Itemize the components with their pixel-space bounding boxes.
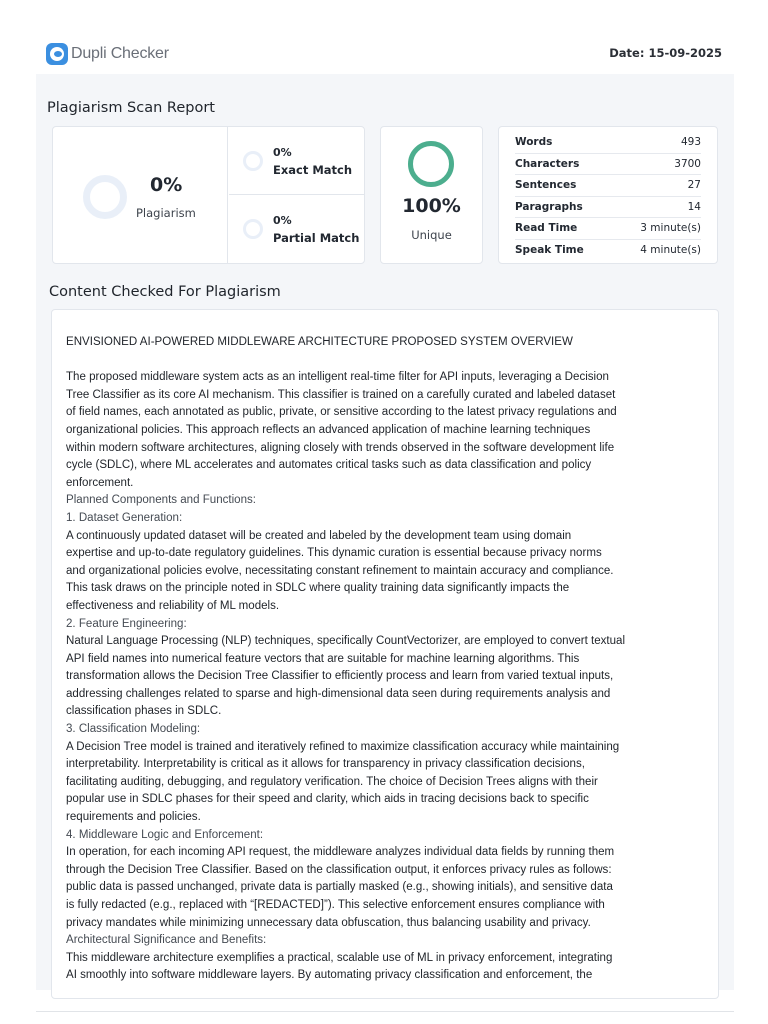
content-line: AI smoothly into software middleware layers. By automating privacy classification and enforcement, the (66, 969, 593, 982)
content-line: addressing challenges related to sparse and high-dimensional data seen during requirements analysis and (66, 687, 611, 700)
content-section-title: Content Checked For Plagiarism (49, 284, 281, 300)
content-line: This task draws on the principle noted in SDLC where quality training data significantly impacts the (66, 582, 570, 595)
content-line: within modern software architectures, aligning closely with trends observed in the software development life (66, 441, 615, 454)
stat-row (515, 132, 701, 154)
content-line: cycle (SDLC), where ML accelerates and automates critical tasks such as data classification and policy (66, 459, 592, 472)
stat-value: 14 (687, 200, 701, 213)
content-line: facilitating auditing, debugging, and regulatory verification. The choice of Decision Trees aligns with their (66, 775, 598, 788)
content-line: Tree Classifier as its core AI mechanism. This classifier is trained on a carefully curated and labeled dataset (66, 388, 616, 401)
stat-row (515, 218, 701, 240)
content-line: In operation, for each incoming API request, the middleware analyzes individual data fields by running them (66, 846, 615, 859)
partial-match-label: Partial Match (273, 231, 360, 245)
content-line: The proposed middleware system acts as an intelligent real-time filter for API inputs, leveraging a Decision (66, 371, 609, 384)
section-heading: Planned Components and Functions: (66, 494, 257, 507)
partial-match-percent: 0% (273, 214, 292, 227)
content-line: A Decision Tree model is trained and iteratively refined to maximize classification accuracy while maintaining (66, 740, 620, 753)
duplichecker-logo-icon (46, 43, 68, 65)
section-heading: 3. Classification Modeling: (66, 723, 201, 736)
content-line: and organizational policies evolve, necessitating constant refinement to maintain accuracy and compliance. (66, 564, 614, 577)
stat-label: Sentences (515, 179, 577, 191)
unique-donut-chart (408, 141, 454, 187)
content-line: public data is passed unchanged, private data is partially masked (e.g., showing initials), and sensitive data (66, 881, 613, 894)
stat-row (515, 240, 701, 262)
document-heading: ENVISIONED AI-POWERED MIDDLEWARE ARCHITECTURE PROPOSED SYSTEM OVERVIEW (66, 336, 573, 348)
section-heading: 4. Middleware Logic and Enforcement: (66, 828, 264, 841)
stat-label: Read Time (515, 222, 578, 234)
report-panel (36, 74, 734, 990)
content-line: transformation allows the Decision Tree Classifier to efficiently process and learn from varied textual inputs, (66, 670, 614, 683)
plagiarism-donut-chart (83, 175, 127, 219)
partial-match-row (229, 195, 365, 263)
content-line: organizational policies. This approach reflects an advanced application of machine learning techniques (66, 423, 591, 436)
plagiarism-score (53, 127, 228, 263)
unique-percent: 100% (402, 195, 461, 217)
content-line: is fully redacted (e.g., replaced with “[REDACTED]”). This selective enforcement ensures compliance with (66, 899, 605, 911)
stat-value: 493 (680, 136, 701, 148)
content-line: of field names, each annotated as public, private, or sensitive according to the latest privacy regulations and (66, 406, 617, 419)
exact-match-donut-icon (243, 151, 263, 171)
brand-name: Dupli Checker (71, 45, 169, 62)
content-line: interpretability. Interpretability is critical as it allows for transparency in privacy classification decisions, (66, 758, 585, 771)
stat-label: Characters (515, 157, 580, 170)
content-line: This middleware architecture exemplifies a practical, scalable use of ML in privacy enforcement, integrating (66, 951, 613, 964)
content-line: privacy mandates while minimizing unnecessary data obfuscation, thus balancing usability and privacy. (66, 916, 591, 929)
content-line: requirements and policies. (66, 811, 201, 824)
stat-label: Paragraphs (515, 200, 583, 213)
content-line: enforcement. (66, 476, 134, 489)
stat-row (515, 197, 701, 219)
stat-value: 4 minute(s) (640, 243, 701, 256)
stat-row (515, 175, 701, 197)
report-header (36, 30, 734, 74)
unique-summary-card (380, 126, 483, 264)
unique-label: Unique (411, 228, 452, 242)
content-line: popular use in SDLC phases for their speed and clarity, which aids in tracing decisions back to specific (66, 793, 589, 806)
stat-value: 3700 (674, 157, 701, 170)
plagiarism-percent: 0% (150, 174, 183, 196)
exact-match-percent: 0% (273, 146, 292, 159)
content-line: effectiveness and reliability of ML models. (66, 599, 280, 612)
section-heading: 1. Dataset Generation: (66, 511, 183, 524)
plagiarism-summary-card (52, 126, 365, 264)
report-title: Plagiarism Scan Report (47, 100, 215, 116)
section-heading: 2. Feature Engineering: (66, 617, 187, 630)
report-date: Date: 15-09-2025 (609, 46, 722, 60)
content-line: through the Decision Tree Classifier. Based on the classification output, it enforces privacy rules as follows: (66, 863, 612, 876)
exact-match-label: Exact Match (273, 163, 353, 177)
stat-value: 27 (687, 179, 701, 191)
content-line: A continuously updated dataset will be created and labeled by the development team using domain (66, 529, 572, 542)
stat-value: 3 minute(s) (640, 222, 701, 234)
text-statistics-card (498, 126, 718, 264)
stat-label: Speak Time (515, 243, 584, 256)
partial-match-donut-icon (243, 219, 263, 239)
content-line: Natural Language Processing (NLP) techniques, specifically CountVectorizer, are employed to convert textual (66, 635, 626, 648)
checked-content-box (51, 309, 719, 999)
content-line: classification phases in SDLC. (66, 705, 222, 718)
footer-divider (36, 1011, 734, 1012)
brand-logo (46, 43, 169, 65)
stat-label: Words (515, 136, 553, 148)
stat-row (515, 154, 701, 176)
exact-match-row (229, 127, 365, 195)
plagiarism-label: Plagiarism (136, 206, 196, 220)
content-line: API field names into numerical feature vectors that are suitable for machine learning algorithms. This (66, 652, 580, 665)
content-line: expertise and up-to-date regulatory guidelines. This dynamic curation is essential because privacy norms (66, 547, 602, 560)
section-heading: Architectural Significance and Benefits: (66, 934, 267, 947)
